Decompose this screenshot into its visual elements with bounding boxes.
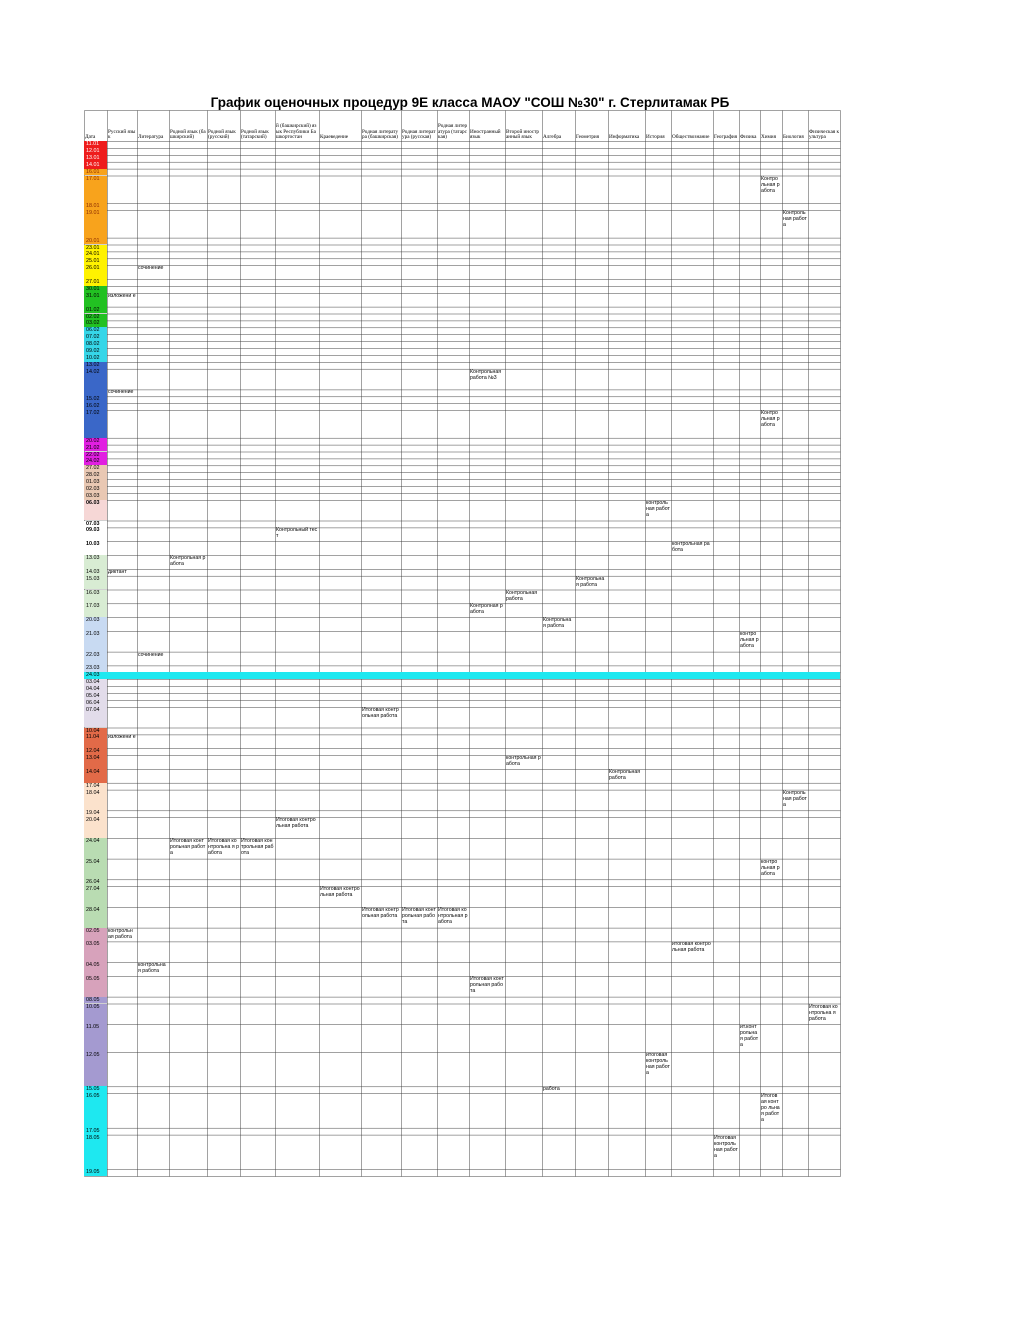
- assessment-cell: контрольная работа: [506, 755, 541, 768]
- date-cell: 03.04: [84, 679, 107, 686]
- assessment-cell: Контрольна я работа: [576, 575, 605, 588]
- assessment-cell: сочинение: [138, 265, 164, 272]
- date-cell: 24.04: [84, 838, 107, 859]
- assessment-cell: Контро льная работа: [761, 410, 780, 429]
- date-cell: 24.02: [84, 458, 107, 465]
- column-header: История: [646, 134, 665, 141]
- date-cell: 18.04: [84, 790, 107, 811]
- date-cell: 19.05: [84, 1169, 107, 1176]
- date-cell: 12.05: [84, 1052, 107, 1087]
- assessment-cell: Контроль ная работа: [783, 210, 807, 228]
- assessment-cell: Итоговая контрольная работа: [438, 906, 468, 925]
- date-cell: 24.01: [84, 251, 107, 258]
- date-cell: 18.01: [84, 203, 107, 210]
- date-cell: 17.01: [84, 176, 107, 204]
- column-header: Дата: [85, 134, 96, 141]
- date-cell: 03.02: [84, 320, 107, 327]
- date-cell: 28.04: [84, 907, 107, 928]
- date-cell: 10.03: [84, 541, 107, 555]
- date-cell: 10.05: [84, 1004, 107, 1025]
- date-cell: 15.05: [84, 1086, 107, 1093]
- column-header: Родная литература (татарская): [438, 123, 468, 141]
- date-cell: 06.04: [84, 700, 107, 707]
- column-header: й (башкирский) язык Республики Башкортостан: [276, 123, 317, 141]
- assessment-cell: изложени е: [108, 734, 136, 741]
- assessment-cell: Контрольная работа: [506, 589, 538, 602]
- assessment-cell: Контроль ная работа: [783, 789, 807, 808]
- date-cell: 12.04: [84, 748, 107, 755]
- date-cell: 20.03: [84, 617, 107, 631]
- date-cell: 17.04: [84, 783, 107, 790]
- column-header: Алгебра: [543, 134, 562, 141]
- date-cell: 22.02: [84, 452, 107, 459]
- column-header: Химия: [761, 134, 776, 141]
- date-cell: 07.04: [84, 707, 107, 728]
- date-cell: 17.02: [84, 410, 107, 438]
- assessment-cell: итоговая контрольная работа: [672, 941, 711, 954]
- date-cell: 13.04: [84, 755, 107, 769]
- date-cell: 27.01: [84, 279, 107, 286]
- date-cell: 15.02: [84, 396, 107, 403]
- date-cell: 15.03: [84, 576, 107, 590]
- date-cell: 07.02: [84, 334, 107, 341]
- date-cell: 19.04: [84, 810, 107, 817]
- column-header: Физическая культура: [809, 128, 839, 141]
- date-cell: 11.05: [84, 1024, 107, 1052]
- assessment-cell: Контро льная работа: [761, 175, 780, 194]
- date-cell: 01.02: [84, 307, 107, 314]
- assessment-cell: Контрольна я работа: [543, 617, 572, 630]
- date-cell: 20.04: [84, 817, 107, 838]
- assessment-cell: контро льная работа: [761, 858, 780, 877]
- date-cell: 03.05: [84, 941, 107, 962]
- date-cell: 02.05: [84, 928, 107, 942]
- date-cell: 16.02: [84, 403, 107, 410]
- assessment-cell: контроль ная работа: [646, 499, 670, 518]
- date-cell: 13.03: [84, 555, 107, 569]
- assessment-cell: ит.конт рольна я работа: [740, 1024, 759, 1049]
- assessment-cell: контрольная работа: [672, 541, 710, 554]
- assessment-cell: работа: [543, 1086, 560, 1093]
- date-cell: 03.03: [84, 493, 107, 500]
- assessment-cell: Итоговая контрольная работа: [170, 837, 206, 856]
- column-header: Родная литература (башкирская): [362, 128, 399, 141]
- date-cell: 25.01: [84, 258, 107, 265]
- column-header: Родной язык (татарский): [241, 128, 269, 141]
- date-cell: 13.02: [84, 362, 107, 369]
- assessment-cell: итоговая контроль ная работа: [646, 1051, 670, 1076]
- date-cell: 09.03: [84, 527, 107, 541]
- assessment-cell: контро льная работа: [740, 630, 759, 649]
- date-cell: 05.04: [84, 693, 107, 700]
- assessment-cell: Итоговая контрольная работа: [402, 906, 436, 925]
- date-cell: 10.04: [84, 728, 107, 735]
- column-header: Родной язык (русский): [208, 128, 236, 141]
- date-cell: 08.02: [84, 341, 107, 348]
- date-cell: 16.05: [84, 1093, 107, 1128]
- assessment-cell: Итоговая контроль ная работа: [714, 1134, 738, 1159]
- date-cell: 28.02: [84, 472, 107, 479]
- column-header: Литература: [138, 134, 164, 141]
- assessment-cell: Итоговая контрольна я работа: [809, 1003, 838, 1022]
- column-header: Родной язык (башкирский): [170, 128, 206, 141]
- date-cell: 13.01: [84, 155, 107, 162]
- assessment-cell: Контролная работа: [470, 603, 503, 616]
- column-header: Краеведение: [320, 134, 349, 141]
- date-cell: 30.01: [84, 286, 107, 293]
- date-cell: 16.01: [84, 169, 107, 176]
- column-header: Геометрия: [576, 134, 600, 141]
- date-cell: 04.04: [84, 686, 107, 693]
- assessment-cell: Итоговая контрольная работа: [362, 706, 399, 719]
- assessment-cell: контрольна я работа: [138, 962, 166, 975]
- date-cell: [84, 389, 107, 396]
- assessment-cell: Контрольная работа: [609, 768, 641, 781]
- date-cell: 27.04: [84, 886, 107, 907]
- assessment-cell: Контрольный тест: [276, 527, 318, 540]
- assessment-cell: Итоговая контрольная работа: [470, 975, 504, 994]
- date-cell: 14.04: [84, 769, 107, 783]
- date-cell: 22.03: [84, 652, 107, 666]
- date-cell: 14.02: [84, 369, 107, 390]
- date-cell: 24.03: [84, 672, 840, 679]
- column-header: Иностранный язык: [470, 128, 501, 141]
- date-cell: 19.01: [84, 210, 107, 238]
- assessment-cell: Итоговая контрольная работа: [320, 886, 360, 899]
- column-header: Второй иностранный язык: [506, 128, 540, 141]
- date-cell: 10.02: [84, 355, 107, 362]
- column-header: Физика: [740, 134, 757, 141]
- column-header: Родная литература (русская): [402, 128, 436, 141]
- date-cell: 25.04: [84, 859, 107, 880]
- schedule-table: [84, 110, 844, 1224]
- date-cell: 16.03: [84, 590, 107, 604]
- column-header: Обществознание: [672, 134, 710, 141]
- assessment-cell: сочинение: [138, 651, 164, 658]
- date-cell: 31.01: [84, 293, 107, 307]
- assessment-cell: Итоговая контрольная работа: [362, 906, 399, 919]
- date-cell: 01.03: [84, 479, 107, 486]
- column-header: Биология: [783, 134, 804, 141]
- assessment-cell: контрольн ая работа: [108, 927, 133, 940]
- date-cell: 14.01: [84, 162, 107, 169]
- date-cell: 05.05: [84, 976, 107, 997]
- assessment-cell: сочинение: [108, 389, 134, 396]
- date-cell: 26.01: [84, 265, 107, 279]
- date-cell: 21.03: [84, 631, 107, 652]
- assessment-cell: Итогов ая контро льная работа: [761, 1093, 780, 1124]
- date-cell: 11.04: [84, 734, 107, 748]
- assessment-cell: Итоговая контрольна я работа: [208, 837, 239, 856]
- date-cell: 23.03: [84, 665, 107, 672]
- date-cell: 02.02: [84, 314, 107, 321]
- assessment-cell: изложени е: [108, 292, 136, 299]
- assessment-cell: Итоговая контрольная работа: [241, 837, 274, 856]
- table-grid-lines: [84, 110, 841, 1177]
- date-cell: 20.02: [84, 438, 107, 445]
- assessment-cell: Итоговая контрольная работа: [276, 817, 316, 830]
- date-cell: 18.05: [84, 1135, 107, 1170]
- date-cell: 02.03: [84, 486, 107, 493]
- date-cell: 09.02: [84, 348, 107, 355]
- column-header: Информатика: [609, 134, 640, 141]
- date-cell: 12.01: [84, 148, 107, 155]
- assessment-cell: Контрольная работа №3: [470, 368, 502, 381]
- date-cell: 14.03: [84, 569, 107, 576]
- date-cell: 04.05: [84, 962, 107, 976]
- date-cell: 08.05: [84, 997, 107, 1004]
- date-cell: 20.01: [84, 238, 107, 245]
- date-cell: 17.05: [84, 1128, 107, 1135]
- date-cell: 07.03: [84, 521, 107, 528]
- column-header: География: [714, 134, 738, 141]
- date-cell: 06.02: [84, 327, 107, 334]
- date-cell: 17.03: [84, 603, 107, 617]
- date-cell: 23.01: [84, 245, 107, 252]
- assessment-cell: диктант: [108, 568, 127, 575]
- date-cell: 27.02: [84, 465, 107, 472]
- date-cell: 06.03: [84, 500, 107, 521]
- assessment-cell: Контрольная работа: [170, 555, 206, 567]
- page-title: График оценочных процедур 9Е класса МАОУ "СОШ №30" г. Стерлитамак РБ: [210, 95, 730, 110]
- date-cell: 11.01: [84, 141, 107, 148]
- column-header: Русский язык: [108, 128, 136, 141]
- date-cell: 21.02: [84, 445, 107, 452]
- date-cell: 26.04: [84, 879, 107, 886]
